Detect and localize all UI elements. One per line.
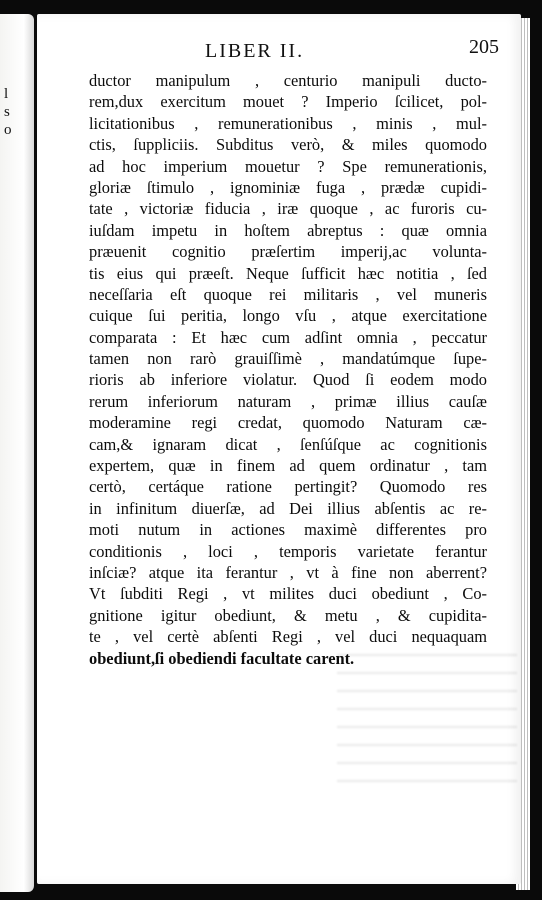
text-line: rioris ab inferiore violatur. Quod ſi eodem modo xyxy=(89,370,487,390)
text-line: cam,& ignaram dicat , ſenſúſque ac cognitionis xyxy=(89,434,487,454)
text-line: neceſſaria eſt quoque rei militaris , vel muneris xyxy=(89,284,487,304)
book-page xyxy=(37,14,521,884)
facing-page-glyph: o xyxy=(4,122,12,138)
show-through xyxy=(337,654,517,794)
text-line: conditionis , loci , temporis varietate ferantur xyxy=(89,541,487,561)
text-line: ctis, ſuppliciis. Subditus verò, & miles quomodo xyxy=(89,135,487,155)
text-line: gloriæ ſtimulo , ignominiæ fuga , prædæ cupidi- xyxy=(89,177,487,197)
facing-page-glyph: s xyxy=(4,104,10,120)
text-line: cuique ſui peritia, longo vſu , atque exercitatione xyxy=(89,306,487,326)
text-line: præuenit cognitio præſertim imperij,ac volunta- xyxy=(89,242,487,262)
text-line: licitationibus , remunerationibus , minis , mul- xyxy=(89,113,487,133)
text-line: moderamine regi credat, quomodo Naturam cæ- xyxy=(89,413,487,433)
text-line: iuſdam impetu in hoſtem abreptus : quæ omnia xyxy=(89,220,487,240)
text-line: inſciæ? atque ita ferantur , vt à fine non aberrent? xyxy=(89,562,487,582)
body-text xyxy=(89,70,487,669)
text-line: rem,dux exercitum mouet ? Imperio ſcilicet, pol- xyxy=(89,92,487,112)
text-line: Vt ſubditi Regi , vt milites duci obediunt , Co- xyxy=(89,584,487,604)
text-line: rerum inferiorum naturam , primæ illius cauſæ xyxy=(89,391,487,411)
text-line: gnitione igitur obediunt, & metu , & cupidita- xyxy=(89,605,487,625)
text-line: obediunt,ſi obediendi facultate carent. xyxy=(89,648,355,668)
facing-page-edge xyxy=(0,14,34,892)
text-line: tamen non rarò grauiſſimè , mandatúmque ſupe- xyxy=(89,349,487,369)
text-line: tate , victoriæ fiducia , iræ quoque , ac furoris cu- xyxy=(89,199,487,219)
text-line: expertem, quæ in finem ad quem ordinatur , tam xyxy=(89,456,487,476)
text-line: ad hoc imperium mouetur ? Spe remunerationis, xyxy=(89,156,487,176)
page-header xyxy=(37,36,521,66)
text-line: comparata : Et hæc cum adſint omnia , peccatur xyxy=(89,327,487,347)
running-head: LIBER II. xyxy=(205,40,305,62)
text-line: moti nutum in actiones maximè differentes pro xyxy=(89,520,487,540)
facing-page-glyph: l xyxy=(4,86,9,102)
text-line: certò, certáque ratione pertingit? Quomodo res xyxy=(89,477,487,497)
text-line: in infinitum diuerſæ, ad Dei illius abſentis ac re- xyxy=(89,498,487,518)
text-line: te , vel certè abſenti Regi , vel duci nequaquam xyxy=(89,627,487,647)
text-line: ductor manipulum , centurio manipuli ducto- xyxy=(89,71,487,90)
text-line: tis eius qui præeſt. Neque ſufficit hæc notitia , ſed xyxy=(89,263,487,283)
page-number: 205 xyxy=(469,36,499,58)
